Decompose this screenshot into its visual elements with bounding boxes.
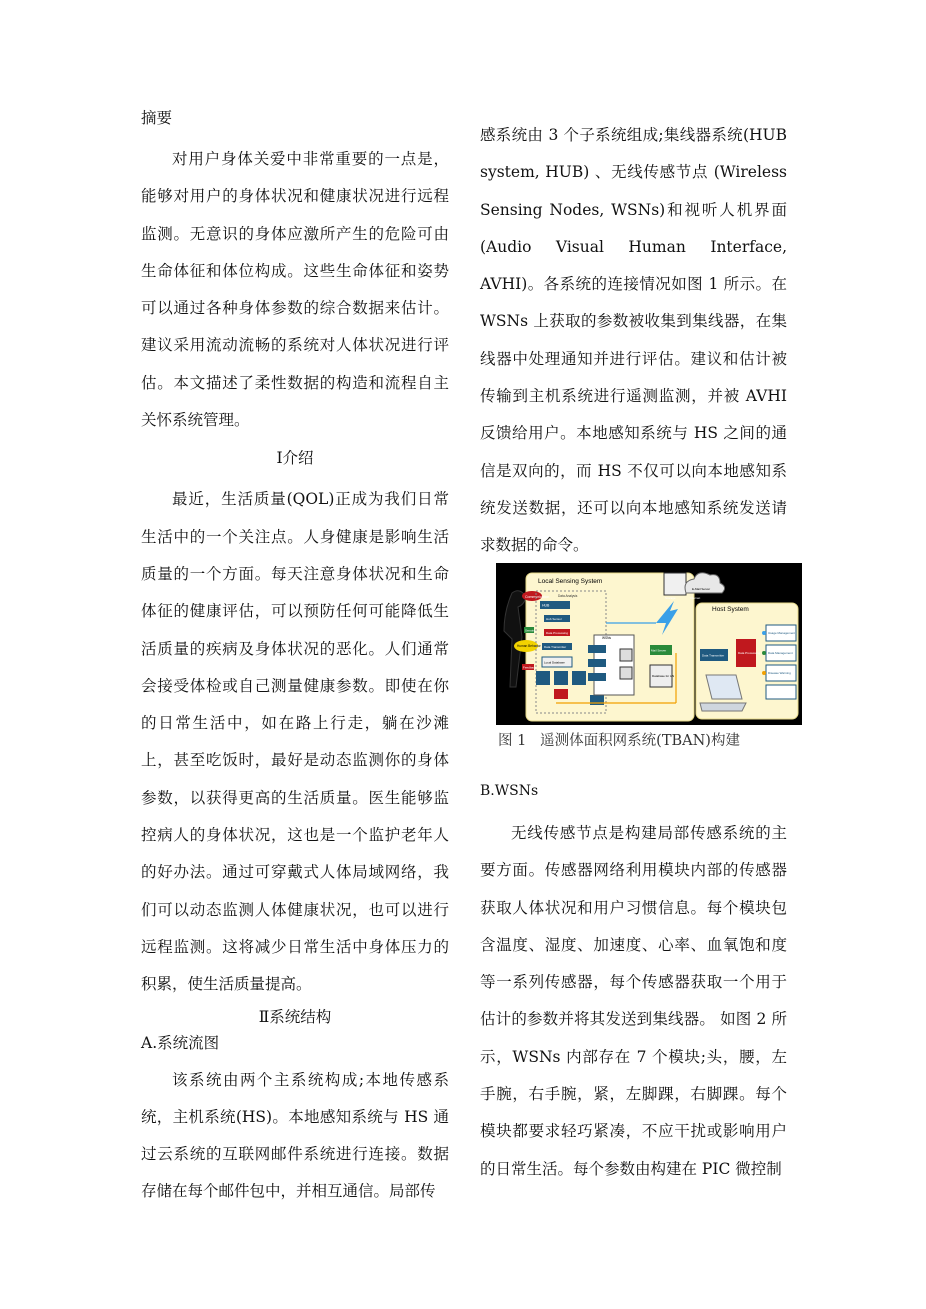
host-transmitter-label: Data Transmitter: [702, 653, 725, 658]
wsn-module-b: [620, 667, 632, 679]
wsn-node-2: [554, 671, 568, 685]
hub-label: HUB: [542, 603, 550, 608]
wsn-sensor-b: [588, 659, 606, 667]
left-column: [141, 105, 449, 1211]
storage-label: Storage: [665, 596, 676, 600]
sensing-label: Sensing: [525, 628, 536, 633]
section-2b-body: 无线传感节点是构建局部传感系统的主要方面。传感器网络利用模块内部的传感器获取人体状况和用户习惯信息。每个模块包含温度、湿度、加速度、心率、血氧饱和度等一系列传感器，每个传感器获取一个用于估计的参数并将其发送到集线器。 如图 2 所示，WSNs 内部存在 7 个模块;头，腰，左手腕，右手腕，紧，左脚踝，右脚踝。每个模块都要求轻巧紧凑，不应干扰或影响用户的日常生活。每个参数由构建在 PIC 微控制: [480, 824, 787, 1178]
host-processing-label: Data Processing: [738, 651, 761, 655]
wsns-label: WSNs: [602, 636, 612, 640]
host-system-label: Host System: [712, 606, 749, 613]
laptop-base: [700, 703, 746, 711]
right-column-top: [480, 117, 787, 565]
human-behavior-label: Human Behavior: [517, 644, 541, 648]
data-processing-label: Data Processing: [546, 631, 569, 635]
data-management-label: Data Management: [768, 651, 793, 655]
icon-dot-1: [762, 631, 766, 635]
hub-sensor-label: Hub Sensor: [546, 617, 562, 621]
cloud-label: E-Mail Server: [692, 587, 711, 591]
local-sensing-label: Local Sensing System: [538, 578, 603, 585]
right-column-bottom: [480, 778, 787, 1188]
wsn-node-3: [572, 671, 586, 685]
mail-server-label: Mail Server: [651, 648, 667, 653]
icon-dot-2: [762, 651, 766, 655]
disease-warning-label: Disease Warning: [768, 671, 791, 675]
feedback-label: Feedback: [523, 665, 537, 670]
section-2a-body: 该系统由两个主系统构成;本地传感系统，主机系统(HS)。本地感知系统与 HS 通过云系统的互联网邮件系统进行连接。数据存储在每个邮件包中，并相互通信。局部传: [141, 1070, 449, 1201]
figure-caption: 图 1 遥测体面积网系统(TBAN)构建: [498, 733, 740, 749]
wsn-node-1: [536, 671, 550, 685]
abstract-body: 对用户身体关爱中非常重要的一点是，能够对用户的身体状况和健康状况进行远程监测。无意识的身体应激所产生的危险可由生命体征和体位构成。这些生命体征和姿势可以通过各种身体参数的综合数据来估计。建议采用流动流畅的系统对人体状况进行评估。本文描述了柔性数据的构造和流程自主关怀系统管理。: [141, 150, 449, 430]
abstract-title: 摘要: [141, 109, 173, 127]
wsn-sensor-c: [588, 673, 606, 681]
wsn-node-4: [554, 689, 568, 699]
local-database-label: Local Database: [544, 660, 565, 665]
section-2b-title: B.WSNs: [480, 783, 539, 799]
feedback-block: [766, 685, 796, 699]
communication-label: Communication: [525, 595, 550, 599]
wsn-sensor-a: [588, 645, 606, 653]
data-analysis-label: Data Analysis: [558, 594, 578, 598]
section-1-title: Ⅰ介绍: [276, 449, 314, 468]
section-2-title: Ⅱ系统结构: [258, 1007, 332, 1026]
internet-label: Internet: [690, 596, 701, 600]
database-hs-label: Database for HS: [652, 674, 675, 678]
laptop-screen: [706, 675, 742, 699]
icon-dot-3: [762, 671, 766, 675]
section-2a-title: A.系统流图: [141, 1033, 220, 1052]
wsn-module-a: [620, 649, 632, 661]
data-transmitter-label: Data Transmitter: [544, 645, 567, 649]
tban-diagram: [496, 563, 802, 725]
usage-management-label: Usage Management: [768, 631, 796, 635]
right-paragraph-1: 感系统由 3 个子系统组成;集线器系统(HUB system, HUB) 、无线传感节点 (Wireless Sensing Nodes, WSNs)和视听人机界面(Audio Visual Human Interface, AVHI)。各系统的连接情况如图 1 所示。在 WSNs 上获取的参数被收集到集线器，在集线器中处理通知并进行评估。建议和估计被传输到主机系统进行遥测监测，并被 AVHI 反馈给用户。本地感知系统与 HS 之间的通信是双向的，而 HS 不仅可以向本地感知系统发送数据，还可以向本地感知系统发送请求数据的命令。: [480, 126, 787, 555]
tban-figure: [496, 563, 802, 725]
storage-block: [664, 573, 686, 595]
section-1-body: 最近，生活质量(QOL)正成为我们日常生活中的一个关注点。人身健康是影响生活质量的一个方面。每天注意身体状况和生命体征的健康评估，可以预防任何可能降低生活质量的疾病及身体状况的恶化。人们通常会接受体检或自己测量健康参数。即使在你的日常生活中，如在路上行走，躺在沙滩上，甚至吃饭时，最好是动态监测你的身体参数，以获得更高的生活质量。医生能够监控病人的身体状况，这也是一个监护老年人的好办法。通过可穿戴式人体局域网络，我们可以动态监测人体健康状况，也可以进行远程监测。这将减少日常生活中身体压力的积累，使生活质量提高。: [141, 490, 449, 994]
